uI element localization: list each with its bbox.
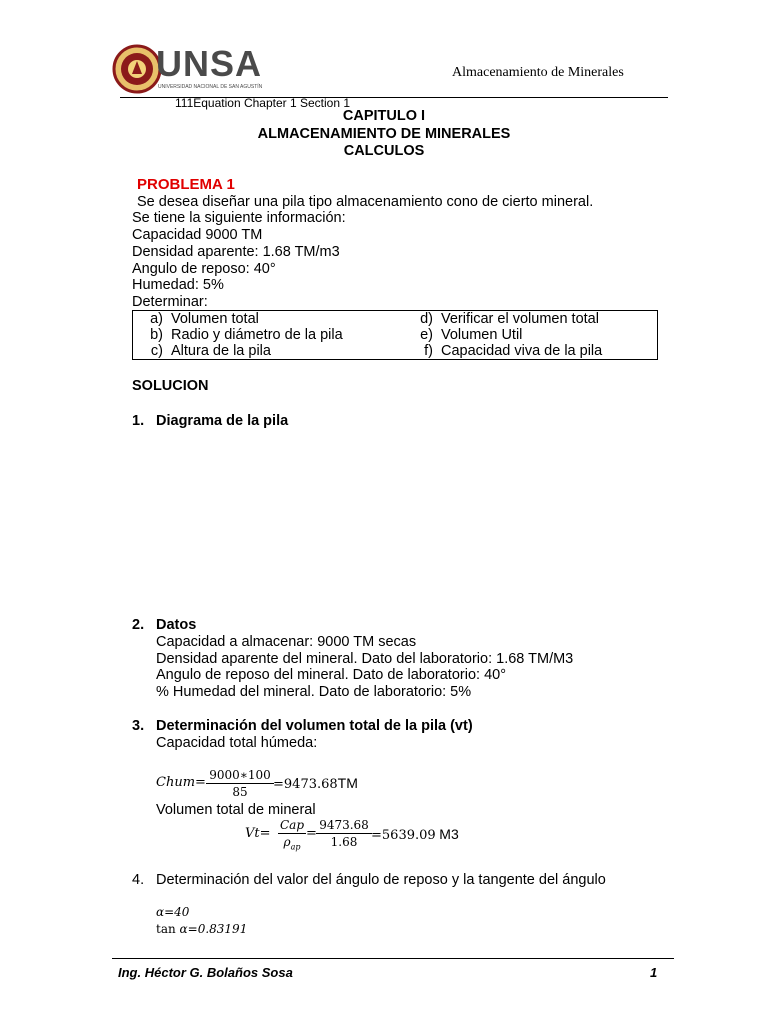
- info-angle: Angulo de reposo: 40°: [132, 261, 276, 277]
- eq1-denominator: 85: [232, 785, 248, 799]
- task-cell: c) Altura de la pila: [150, 343, 271, 359]
- tasks-table: [132, 310, 658, 360]
- info-intro: Se tiene la siguiente información:: [132, 210, 346, 226]
- step4-title: Determinación del valor del ángulo de reposo y la tangente del ángulo: [156, 872, 606, 888]
- chapter-title: CAPITULO I: [342, 108, 426, 124]
- table-row: [133, 343, 658, 360]
- task-cell: b) Radio y diámetro de la pila: [150, 327, 343, 343]
- eq2-fraction-2: [316, 818, 372, 849]
- task-cell: e) Volumen Util: [420, 327, 523, 343]
- eq1-lhs: Chum=: [156, 775, 206, 790]
- fraction-bar: [316, 833, 372, 834]
- task-cell: d) Verificar el volumen total: [420, 311, 599, 327]
- step1-number: 1.: [132, 413, 145, 429]
- logo-wordmark: UNSA: [156, 43, 263, 84]
- step1-title: Diagrama de la pila: [156, 413, 289, 429]
- equation-reference: 111Equation Chapter 1 Section 1: [175, 96, 351, 110]
- eq2-denominator-1: $\rho_{ap}$: [283, 835, 301, 852]
- subsection-title: CALCULOS: [343, 143, 425, 159]
- fraction-bar: [278, 833, 306, 834]
- eq2-lhs: Vt=: [245, 826, 271, 841]
- eq2-fraction-1: [278, 818, 306, 851]
- solution-heading: SOLUCION: [132, 378, 209, 394]
- info-density: Densidad aparente: 1.68 TM/m3: [132, 244, 340, 260]
- problem-statement: Se desea diseñar una pila tipo almacenamiento cono de cierto mineral.: [137, 194, 594, 210]
- info-humidity: Humedad: 5%: [132, 277, 224, 293]
- step4-number: 4.: [132, 872, 145, 888]
- eq2-denominator-2: 1.68: [330, 835, 358, 849]
- step3-number: 3.: [132, 718, 145, 734]
- eq1-numerator: 9000∗100: [209, 768, 271, 782]
- logo-subtext: UNIVERSIDAD NACIONAL DE SAN AGUSTÍN: [158, 84, 263, 90]
- task-cell: a) Volumen total: [150, 311, 259, 327]
- step2-number: 2.: [132, 617, 145, 633]
- eq1-result: =9473.68TM: [273, 775, 358, 792]
- total-volume-label: Volumen total de mineral: [156, 802, 316, 818]
- page-number: 1: [650, 965, 658, 980]
- data-line: % Humedad del mineral. Dato de laboratorio: 5%: [156, 684, 472, 700]
- section-title: ALMACENAMIENTO DE MINERALES: [257, 126, 511, 142]
- document-title: Almacenamiento de Minerales: [452, 65, 624, 80]
- footer-author: Ing. Héctor G. Bolaños Sosa: [118, 965, 293, 980]
- eq2-result: =5639.09 M3: [371, 826, 459, 843]
- tan-alpha-value: tan α=0.83191: [156, 922, 248, 936]
- table-row: [133, 327, 658, 343]
- eq1-fraction: [206, 768, 274, 799]
- step2-title: Datos: [156, 617, 197, 633]
- data-line: Angulo de reposo del mineral. Dato de laboratorio: 40°: [156, 667, 506, 683]
- alpha-value: α=40: [156, 905, 190, 919]
- eq2-equals: =: [306, 826, 317, 841]
- info-capacity: Capacidad 9000 TM: [132, 227, 263, 243]
- footer-rule: [112, 958, 674, 959]
- determine-label: Determinar:: [132, 294, 208, 310]
- eq2-numerator-1: Cap: [280, 818, 305, 832]
- wet-capacity-label: Capacidad total húmeda:: [156, 735, 318, 751]
- data-line: Densidad aparente del mineral. Dato del laboratorio: 1.68 TM/M3: [156, 651, 574, 667]
- fraction-bar: [206, 783, 274, 784]
- problem-heading: PROBLEMA 1: [137, 176, 235, 193]
- step3-title: Determinación del volumen total de la pila (vt): [156, 718, 473, 734]
- task-cell: f) Capacidad viva de la pila: [424, 343, 603, 359]
- table-row: [133, 311, 658, 328]
- data-line: Capacidad a almacenar: 9000 TM secas: [156, 634, 417, 650]
- eq2-numerator-2: 9473.68: [319, 818, 369, 832]
